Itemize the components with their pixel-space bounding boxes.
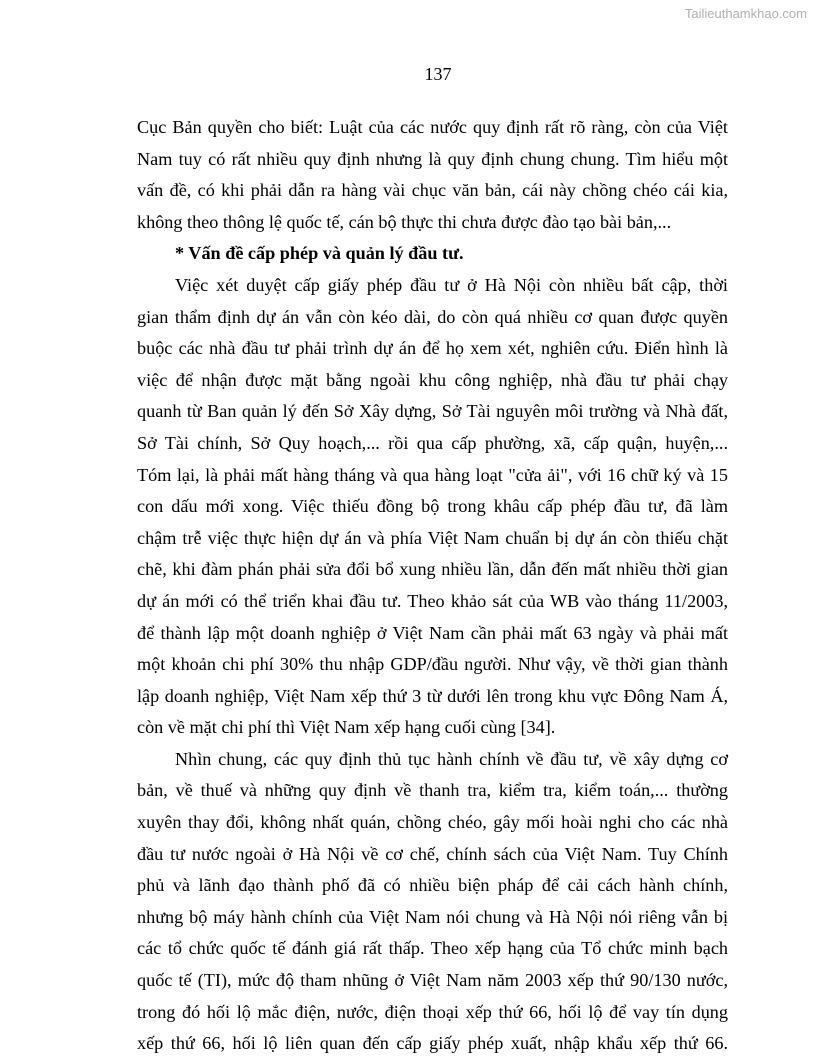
text-line: bản, về thuế và những quy định về thanh tra, kiểm tra, kiểm toán,... thường bbox=[137, 780, 728, 801]
text-line: một khoản chi phí 30% thu nhập GDP/đầu người. Như vậy, về thời gian thành bbox=[137, 654, 728, 675]
text-line: chẽ, khi đàm phán phải sửa đổi bổ xung nhiều lần, dẫn đến mất nhiều thời gian bbox=[137, 559, 728, 580]
page-number: 137 bbox=[424, 64, 452, 84]
text-line: Nhìn chung, các quy định thủ tục hành chính về đầu tư, về xây dựng cơ bbox=[175, 748, 728, 769]
section-heading: * Vấn đề cấp phép và quản lý đầu tư. bbox=[175, 243, 464, 264]
text-line: buộc các nhà đầu tư phải trình dự án để họ xem xét, nghiên cứu. Điển hình là bbox=[137, 338, 728, 359]
text-line: việc để nhận được mặt bằng ngoài khu công nghiệp, nhà đầu tư phải chạy bbox=[137, 369, 728, 390]
text-line: trong đó hối lộ mắc điện, nước, điện thoại xếp thứ 66, hối lộ để vay tín dụng bbox=[137, 1001, 728, 1022]
text-line: Nam tuy có rất nhiều quy định nhưng là quy định chung chung. Tìm hiểu một bbox=[137, 148, 728, 169]
text-line: Sở Tài chính, Sở Quy hoạch,... rồi qua cấp phường, xã, cấp quận, huyện,... bbox=[137, 432, 728, 453]
text-line: không theo thông lệ quốc tế, cán bộ thực thi chưa được đào tạo bài bản,... bbox=[137, 211, 672, 232]
text-line: Cục Bản quyền cho biết: Luật của các nước quy định rất rõ ràng, còn của Việt bbox=[137, 117, 728, 137]
text-line: Việc xét duyệt cấp giấy phép đầu tư ở Hà Nội còn nhiều bất cập, thời bbox=[175, 274, 728, 295]
text-line: xếp thứ 66, hối lộ liên quan đến cấp giấy phép xuất, nhập khẩu xếp thứ 66. bbox=[137, 1033, 728, 1054]
text-line: để thành lập một doanh nghiệp ở Việt Nam cần phải mất 63 ngày và phải mất bbox=[137, 622, 728, 643]
text-line: xuyên thay đổi, không nhất quán, chồng chéo, gây mối hoài nghi cho các nhà bbox=[137, 812, 728, 833]
text-line: vấn đề, có khi phải dẫn ra hàng vài chục văn bản, cái này chồng chéo cái kia, bbox=[137, 180, 728, 201]
text-line: các tổ chức quốc tế đánh giá rất thấp. Theo xếp hạng của Tổ chức minh bạch bbox=[137, 938, 728, 959]
watermark: Tailieuthamkhao.com bbox=[684, 6, 807, 21]
text-line: đầu tư nước ngoài ở Hà Nội về cơ chế, chính sách của Việt Nam. Tuy Chính bbox=[137, 843, 728, 864]
text-line: phủ và lãnh đạo thành phố đã có nhiều biện pháp để cải cách hành chính, bbox=[137, 875, 728, 896]
text-line: còn về mặt chi phí thì Việt Nam xếp hạng cuối cùng [34]. bbox=[137, 717, 556, 738]
document-body bbox=[137, 112, 728, 1060]
text-line: nhưng bộ máy hành chính của Việt Nam nói chung và Hà Nội nói riêng vẫn bị bbox=[137, 906, 728, 927]
text-line: quanh từ Ban quản lý đến Sở Xây dựng, Sở Tài nguyên môi trường và Nhà đất, bbox=[137, 401, 728, 422]
text-line: con dấu mới xong. Việc thiếu đồng bộ trong khâu cấp phép đầu tư, đã làm bbox=[137, 496, 728, 517]
text-line: quốc tế (TI), mức độ tham nhũng ở Việt Nam năm 2003 xếp thứ 90/130 nước, bbox=[137, 970, 728, 991]
text-line: lập doanh nghiệp, Việt Nam xếp thứ 3 từ dưới lên trong khu vực Đông Nam Á, bbox=[137, 685, 728, 706]
text-line: gian thẩm định dự án vẫn còn kéo dài, do còn quá nhiều cơ quan được quyền bbox=[137, 306, 728, 327]
text-line: chậm trễ việc thực hiện dự án và phía Việt Nam chuẩn bị dự án còn thiếu chặt bbox=[137, 527, 728, 548]
text-line: dự án mới có thể triển khai đầu tư. Theo khảo sát của WB vào tháng 11/2003, bbox=[137, 590, 728, 611]
text-line: Tóm lại, là phải mất hàng tháng và qua hàng loạt "cửa ải", với 16 chữ ký và 15 bbox=[137, 464, 728, 485]
